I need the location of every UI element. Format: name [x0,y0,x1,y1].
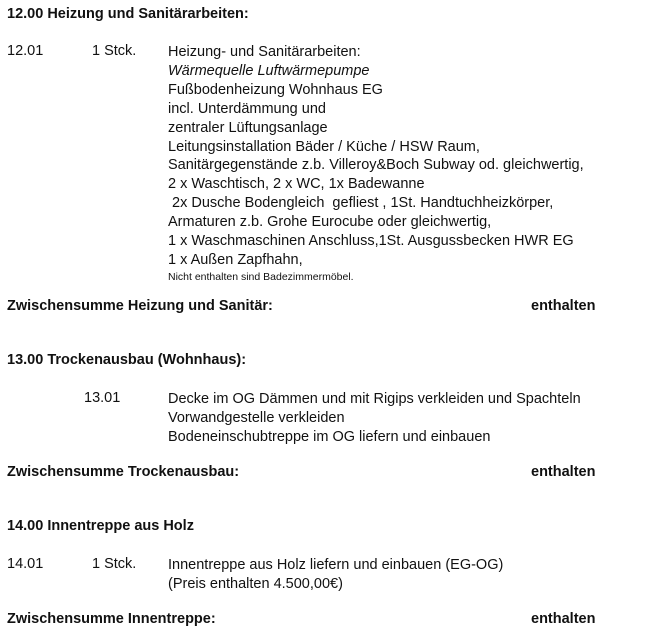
description-line: (Preis enthalten 4.500,00€) [168,575,343,592]
item-number-14-01: 14.01 [7,556,44,572]
subtotal-label-14: Zwischensumme Innentreppe: [7,611,216,627]
item-quantity-12-01: 1 Stck. [92,43,137,59]
description-line: Innentreppe aus Holz liefern und einbauen (EG-OG) [168,557,504,573]
section-heading-13: 13.00 Trockenausbau (Wohnhaus): [7,352,247,368]
item-description-14-01 [168,556,503,594]
description-note: Nicht enthalten sind Badezimmermöbel. [168,270,354,283]
description-line: Vorwandgestelle verkleiden [168,409,345,426]
item-description-13-01 [168,390,581,447]
description-line: Wärmequelle Luftwärmepumpe [168,62,370,79]
description-line: 2x Dusche Bodengleich gefliest , 1St. Handtuchheizkörper, [168,195,554,212]
description-line: incl. Unterdämmung und [168,100,326,117]
subtotal-value-12: enthalten [531,298,596,314]
section-heading-14: 14.00 Innentreppe aus Holz [7,518,194,534]
subtotal-label-13: Zwischensumme Trockenausbau: [7,464,240,480]
description-line: Bodeneinschubtreppe im OG liefern und einbauen [168,428,491,445]
description-line: zentraler Lüftungsanlage [168,119,328,136]
description-line: Sanitärgegenstände z.b. Villeroy&Boch Subway od. gleichwertig, [168,157,584,174]
description-line: Heizung- und Sanitärarbeiten: [168,44,361,60]
subtotal-value-14: enthalten [531,611,596,627]
subtotal-label-12: Zwischensumme Heizung und Sanitär: [7,298,273,314]
item-description-12-01 [168,43,584,284]
item-number-12-01: 12.01 [7,43,44,59]
subtotal-value-13: enthalten [531,464,596,480]
description-line: 1 x Waschmaschinen Anschluss,1St. Ausgussbecken HWR EG [168,233,574,250]
description-line: 2 x Waschtisch, 2 x WC, 1x Badewanne [168,176,425,193]
description-line: Fußbodenheizung Wohnhaus EG [168,81,383,98]
item-number-13-01: 13.01 [84,390,121,406]
description-line: 1 x Außen Zapfhahn, [168,251,303,268]
description-line: Decke im OG Dämmen und mit Rigips verkleiden und Spachteln [168,391,581,407]
item-quantity-14-01: 1 Stck. [92,556,137,572]
section-heading-12: 12.00 Heizung und Sanitärarbeiten: [7,6,249,22]
description-line: Armaturen z.b. Grohe Eurocube oder gleichwertig, [168,214,492,231]
description-line: Leitungsinstallation Bäder / Küche / HSW Raum, [168,138,480,155]
